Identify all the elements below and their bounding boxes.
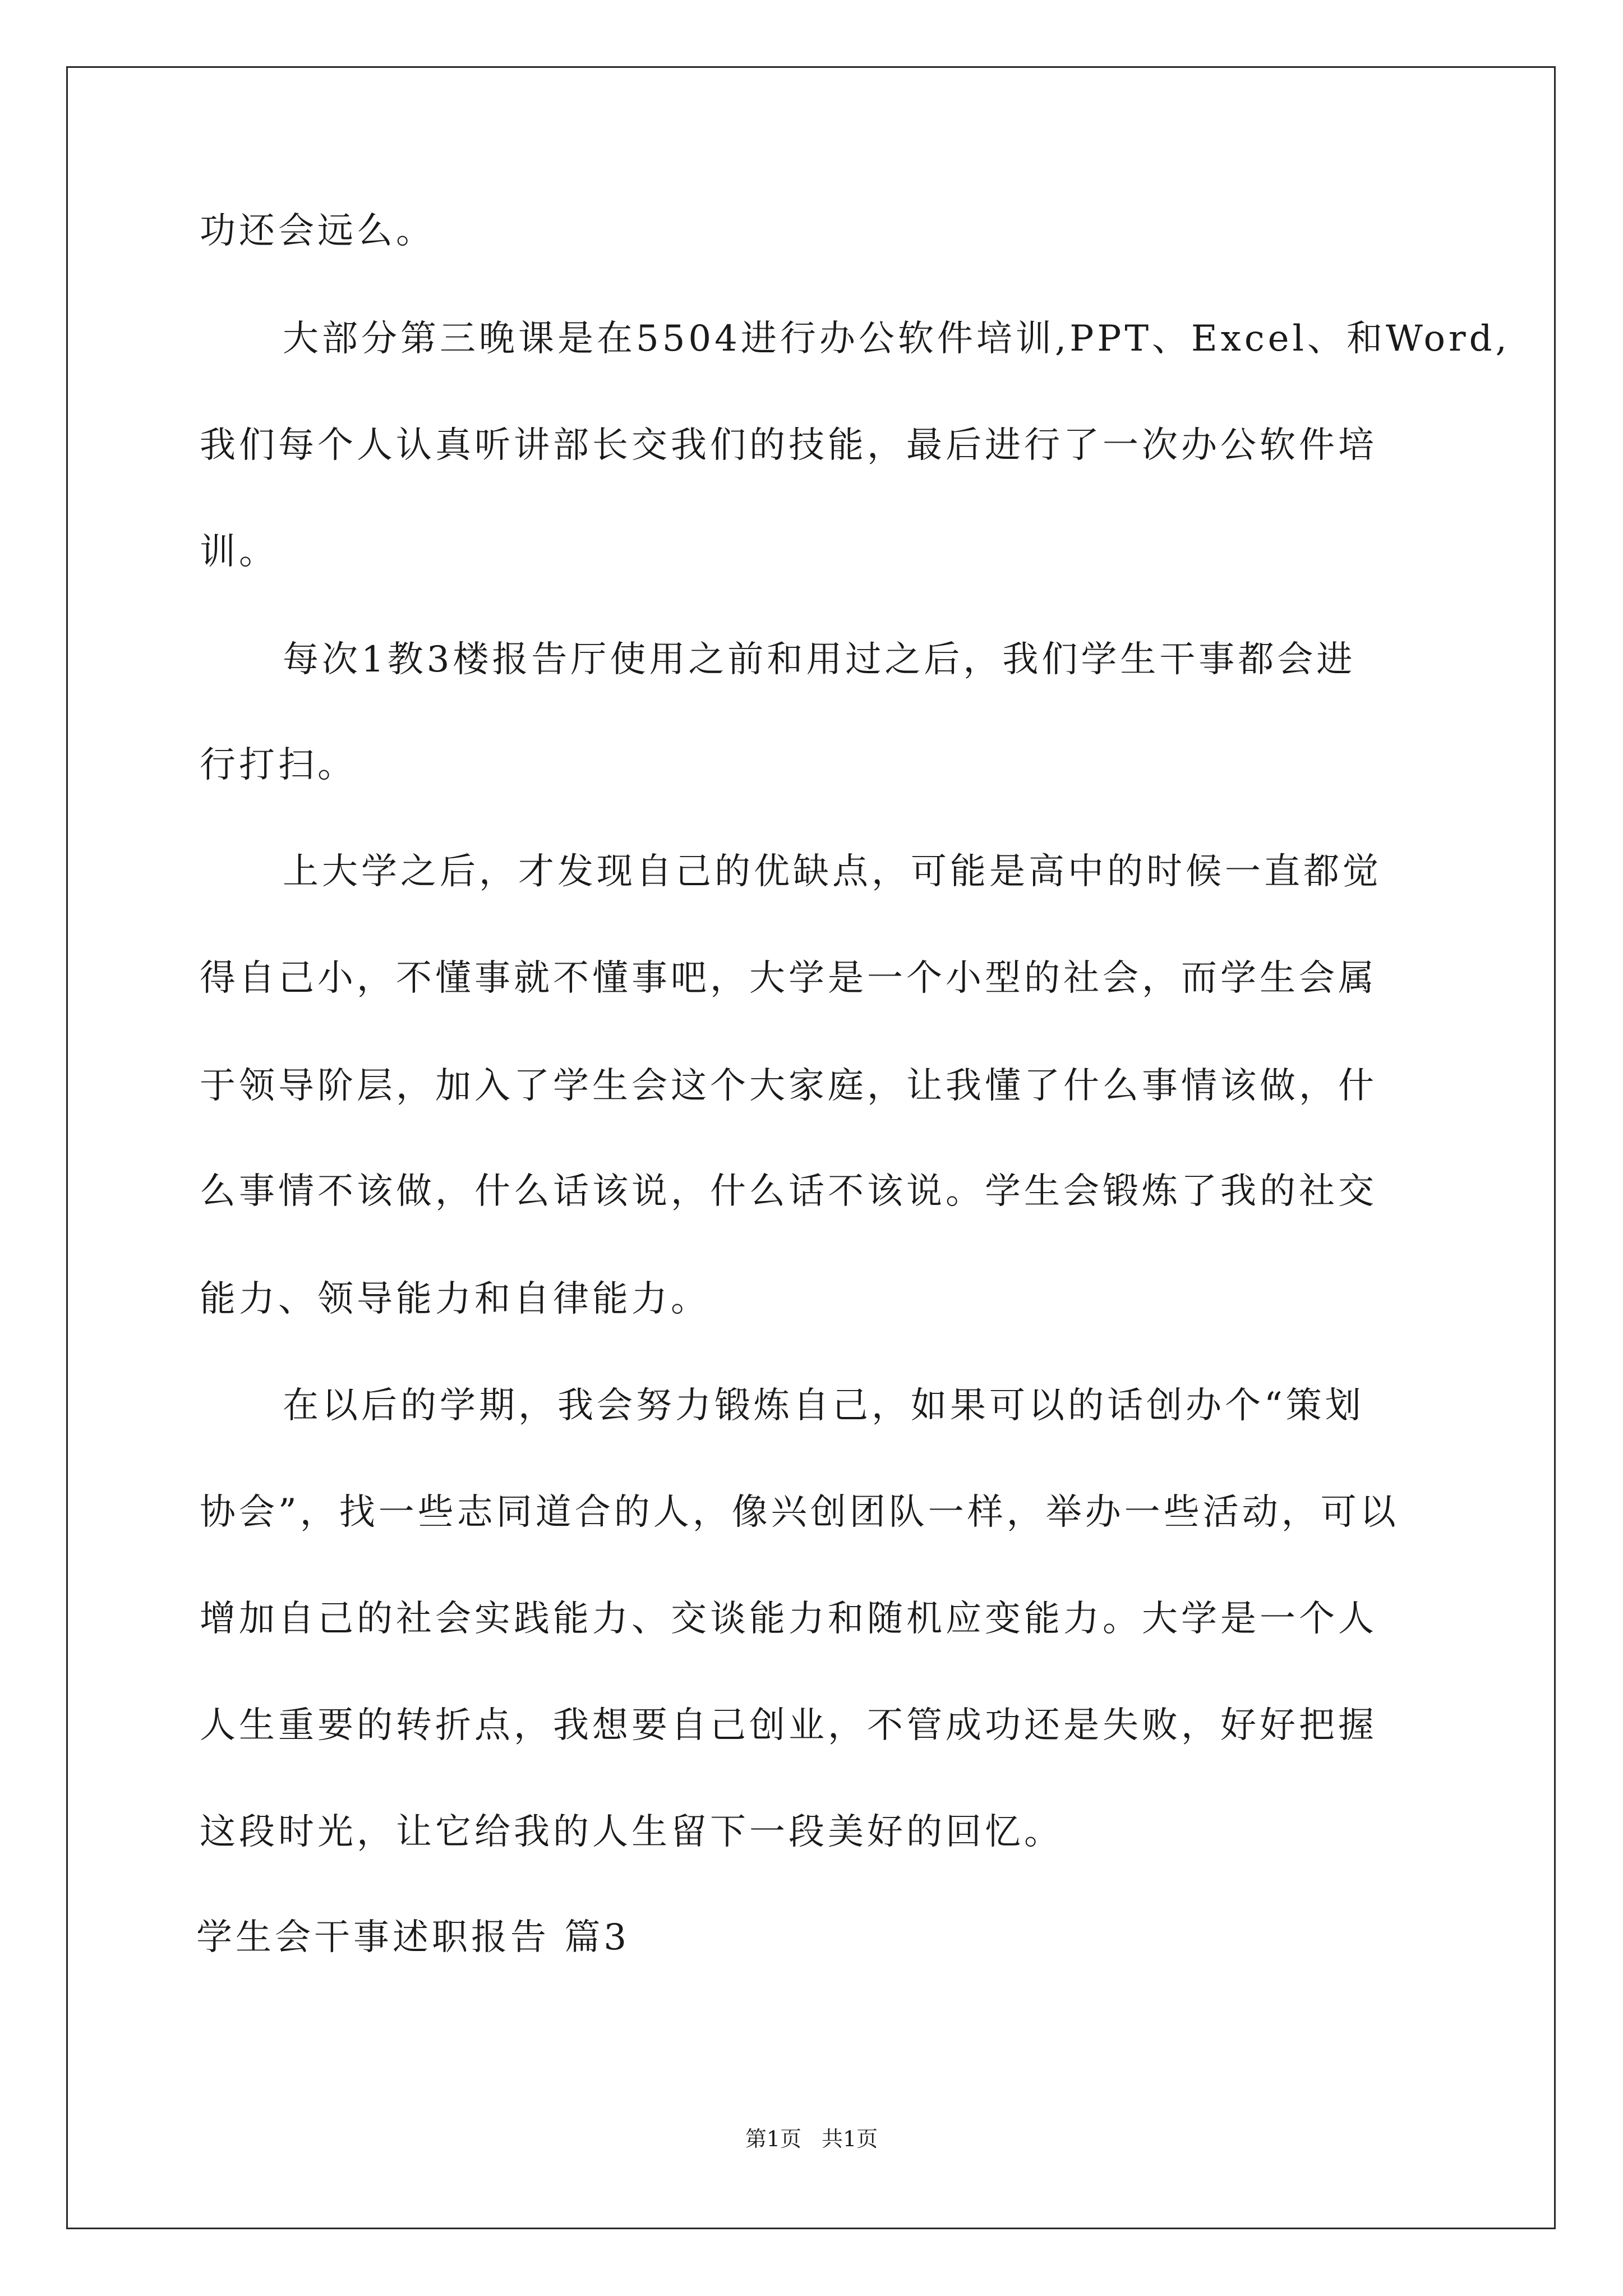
paragraph-line: 于领导阶层，加入了学生会这个大家庭，让我懂了什么事情该做，什 xyxy=(200,1065,1377,1107)
paragraph-line: 增加自己的社会实践能力、交谈能力和随机应变能力。大学是一个人 xyxy=(200,1598,1377,1640)
section-heading: 学生会干事述职报告 篇3 xyxy=(196,1917,630,1958)
page-total: 共1页 xyxy=(822,2127,878,2151)
paragraph-line: 能力、领导能力和自律能力。 xyxy=(200,1278,710,1320)
paragraph-line: 这段时光，让它给我的人生留下一段美好的回忆。 xyxy=(200,1811,1063,1853)
paragraph-line: 人生重要的转折点，我想要自己创业，不管成功还是失败，好好把握 xyxy=(200,1705,1377,1746)
paragraph-line: 在以后的学期，我会努力锻炼自己，如果可以的话创办个“策划 xyxy=(283,1385,1364,1427)
paragraph-line: 功还会远么。 xyxy=(200,210,435,252)
page-number: 第1页 xyxy=(745,2127,801,2151)
page-footer xyxy=(0,2122,1623,2152)
paragraph-line: 得自己小，不懂事就不懂事吧，大学是一个小型的社会，而学生会属 xyxy=(200,958,1377,999)
paragraph-line: 么事情不该做，什么话该说，什么话不该说。学生会锻炼了我的社交 xyxy=(200,1171,1377,1212)
paragraph-line: 每次1教3楼报告厅使用之前和用过之后，我们学生干事都会进 xyxy=(283,639,1356,680)
paragraph-line: 大部分第三晚课是在5504进行办公软件培训,PPT、Excel、和Word, xyxy=(283,318,1510,360)
paragraph-line: 协会”，找一些志同道合的人，像兴创团队一样，举办一些活动，可以 xyxy=(200,1492,1399,1533)
paragraph-line: 上大学之后，才发现自己的优缺点，可能是高中的时候一直都觉 xyxy=(283,851,1382,892)
paragraph-line: 行打扫。 xyxy=(200,744,357,786)
page-border xyxy=(66,66,1556,2229)
paragraph-line: 我们每个人认真听讲部长交我们的技能，最后进行了一次办公软件培 xyxy=(200,425,1377,466)
paragraph-line: 训。 xyxy=(200,531,278,573)
